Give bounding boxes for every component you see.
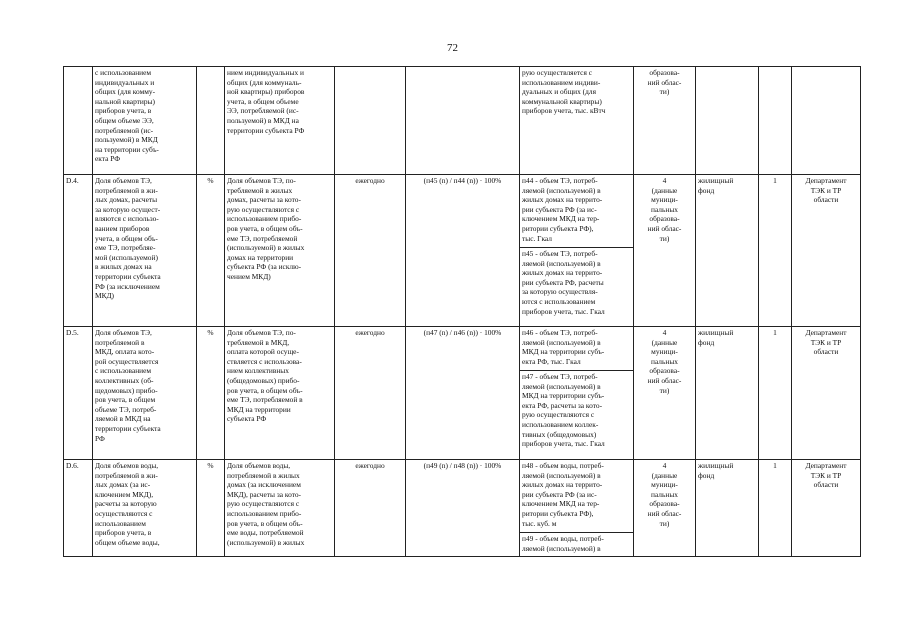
- variable-denominator-desc: п49 - объем воды, потреб- ляемой (используемой) в: [520, 532, 633, 554]
- cell-num: 1: [759, 460, 792, 557]
- cell-sector: жилищный фонд: [696, 175, 759, 327]
- cell-formula: (п49 (n) / п48 (n)) · 100%: [406, 460, 520, 557]
- cell-formula: (п47 (n) / п46 (n)) · 100%: [406, 327, 520, 460]
- cell-name: Доля объемов ТЭ, потребляемой в МКД, оплата кото- рой осуществляется с использованием коллективных (об- щедомовых) прибо- ров учета, в общем объеме ТЭ, потреб- ляемой в МКД на территории субъекта РФ: [93, 327, 197, 460]
- cell-num: 1: [759, 175, 792, 327]
- cell-sector: жилищный фонд: [696, 460, 759, 557]
- cell-periodicity: [335, 67, 406, 175]
- cell-unit: %: [197, 175, 225, 327]
- cell-unit: %: [197, 460, 225, 557]
- cell-responsible: [792, 67, 861, 175]
- cell-formula: [406, 67, 520, 175]
- cell-unit: [197, 67, 225, 175]
- cell-periodicity: ежегодно: [335, 460, 406, 557]
- cell-code: D.4.: [64, 175, 93, 327]
- cell-code: D.5.: [64, 327, 93, 460]
- cell-code: [64, 67, 93, 175]
- indicators-table: [63, 66, 861, 557]
- cell-num: 1: [759, 327, 792, 460]
- variable-denominator-desc: п47 - объем ТЭ, потреб- ляемой (используемой) в МКД на территории субъ- екта РФ, расчеты за кото- рую осуществляются с использованием коллек- тивных (общедомовых) приборов учета, тыс. Гкал: [520, 370, 633, 450]
- cell-variables: [520, 175, 634, 327]
- cell-variables: рую осуществляется с использованием индиви- дуальных и общих (для коммунальной квартиры) приборов учета, тыс. кВтч: [520, 67, 634, 175]
- cell-name: с использованием индивидуальных и общих (для комму- нальной квартиры) приборов учета, в общем объеме ЭЭ, потребляемой (ис- пользуемой) в МКД на территории субъ- екта РФ: [93, 67, 197, 175]
- variable-numerator-desc: п48 - объем воды, потреб- ляемой (используемой) в жилых домах на террито- рии субъекта РФ (за ис- ключением МКД на тер- ритории субъекта РФ), тыс. куб. м: [522, 461, 604, 528]
- variable-numerator-desc: п44 - объем ТЭ, потреб- ляемой (используемой) в жилых домах на террито- рии субъекта РФ (за ис- ключением МКД на тер- ритории субъекта РФ), тыс. Гкал: [522, 176, 603, 243]
- cell-variables: [520, 327, 634, 460]
- cell-source: 4 (данные муници- пальных образова- ний облас- ти): [634, 175, 696, 327]
- cell-definition: Доля объемов воды, потребляемой в жилых домах (за исключением МКД), расчеты за кото- рую осуществляются с использованием прибо- ров учета, в общем объ- еме воды, потребляемой (используемой) в жилых: [225, 460, 335, 557]
- cell-source: 4 (данные муници- пальных образова- ний облас- ти): [634, 327, 696, 460]
- table-row-d4: [64, 175, 861, 327]
- cell-responsible: Департамент ТЭК и ТР области: [792, 327, 861, 460]
- page-number: 72: [447, 42, 458, 54]
- cell-name: Доля объемов воды, потребляемой в жи- лых домах (за ис- ключением МКД), расчеты за которую осуществляются с использованием приборов учета, в общем объеме воды,: [93, 460, 197, 557]
- cell-sector: [696, 67, 759, 175]
- table-row-d6: [64, 460, 861, 557]
- table-row-d5: [64, 327, 861, 460]
- variable-numerator-desc: п46 - объем ТЭ, потреб- ляемой (используемой) в МКД на территории субъ- екта РФ, тыс. Гкал: [522, 328, 605, 366]
- cell-num: [759, 67, 792, 175]
- cell-unit: %: [197, 327, 225, 460]
- cell-variables: [520, 460, 634, 557]
- cell-responsible: Департамент ТЭК и ТР области: [792, 175, 861, 327]
- cell-sector: жилищный фонд: [696, 327, 759, 460]
- cell-definition: Доля объемов ТЭ, по- требляемой в МКД, оплата которой осуще- ствляется с использова- нием коллективных (общедомовых) прибо- ров учета, в общем объ- еме ТЭ, потребляемой в МКД на территории субъекта РФ: [225, 327, 335, 460]
- cell-source: 4 (данные муници- пальных образова- ний облас- ти): [634, 460, 696, 557]
- cell-periodicity: ежегодно: [335, 175, 406, 327]
- cell-definition: нием индивидуальных и общих (для коммуналь- ной квартиры) приборов учета, в общем объеме ЭЭ, потребляемой (ис- пользуемой) в МКД на территории субъекта РФ: [225, 67, 335, 175]
- table-row-continuation: [64, 67, 861, 175]
- cell-periodicity: ежегодно: [335, 327, 406, 460]
- cell-name: Доля объемов ТЭ, потребляемой в жи- лых домах, расчеты за которую осущест- вляются с использо- ванием приборов учета, в общем объ- еме ТЭ, потребляе- мой (используемой) в жилых домах на территории субъекта РФ (за исключением МКД): [93, 175, 197, 327]
- cell-source: образова- ний облас- ти): [634, 67, 696, 175]
- cell-responsible: Департамент ТЭК и ТР области: [792, 460, 861, 557]
- variable-denominator-desc: п45 - объем ТЭ, потреб- ляемой (используемой) в жилых домах на террито- рии субъекта РФ, расчеты за которую осуществля- ются с использованием приборов учета, тыс. Гкал: [520, 247, 633, 317]
- cell-definition: Доля объемов ТЭ, по- требляемой в жилых домах, расчеты за кото- рую осуществляются с использованием прибо- ров учета, в общем объ- еме ТЭ, потребляемой (используемой) в жилых домах на территории субъекта РФ (за исклю- чением МКД): [225, 175, 335, 327]
- cell-formula: (п45 (n) / п44 (n)) · 100%: [406, 175, 520, 327]
- cell-code: D.6.: [64, 460, 93, 557]
